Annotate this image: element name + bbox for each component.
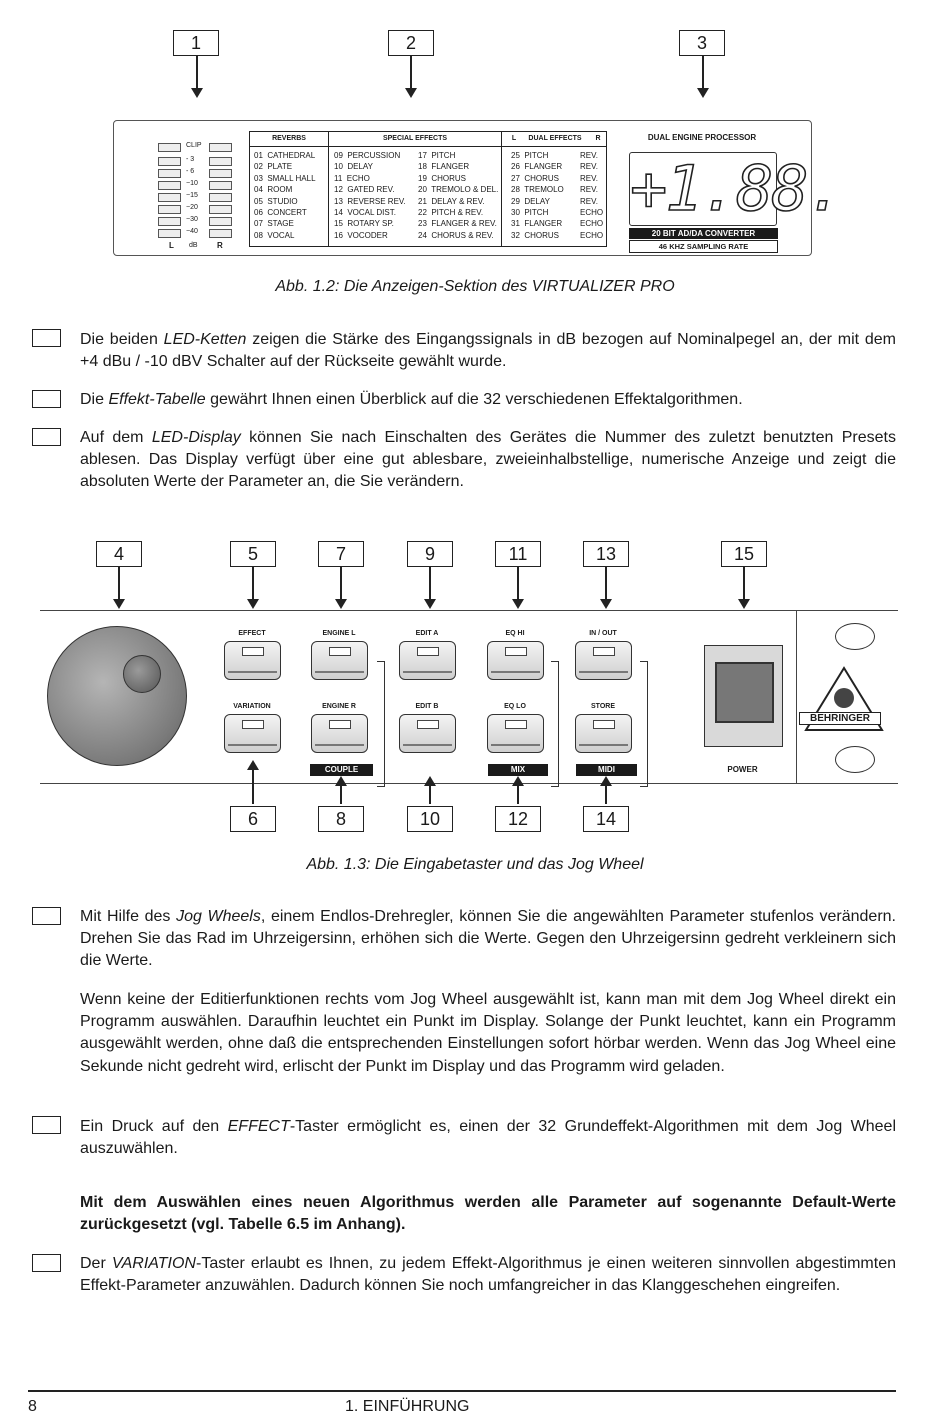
jog-wheel[interactable] [47, 626, 187, 766]
display-value: +1.88. [630, 152, 842, 225]
annotation-box [32, 1254, 61, 1272]
bracket-engine [377, 661, 385, 787]
callout-9: 9 [407, 541, 453, 567]
led-meter-right-segment [209, 205, 232, 214]
variation-button-label: VARIATION [233, 703, 271, 710]
arrow-2 [410, 56, 412, 96]
callout-2: 2 [388, 30, 434, 56]
in-out-button-label: IN / OUT [589, 630, 617, 637]
edit-b-button[interactable] [399, 714, 456, 753]
button-led [417, 647, 439, 656]
chapter-title: 1. EINFÜHRUNG [345, 1398, 470, 1415]
callout-6: 6 [230, 806, 276, 832]
engine-l-button-label: ENGINE L [322, 630, 356, 637]
callout-arrow [517, 567, 519, 607]
arrow-1 [196, 56, 198, 96]
jog-wheel-grip [123, 655, 161, 693]
rack-hole-bottom [835, 746, 875, 773]
callout-arrow [340, 778, 342, 804]
annotation-box [32, 428, 61, 446]
eq-hi-button[interactable] [487, 641, 544, 680]
paragraph-effect-button: Ein Druck auf den EFFECT-Taster ermöglicht es, einen der 32 Grundeffekt-Algorithmen mit dem Jog Wheel auszuwählen. [80, 1118, 897, 1158]
meter-level-label: −30 [186, 216, 198, 223]
mix-label: MIX [488, 764, 548, 776]
rack-ear [796, 611, 899, 783]
paragraph-led-display: Auf dem LED-Display können Sie nach Einschalten des Gerätes die Nummer des zuletzt benutzten Presets ablesen. Das Display verfügt über eine gut ablesbare, zweieinhalbstellige, numerische Anzeige und zeigt die absoluten Werte der Parameter an, die Sie verändern. [80, 429, 897, 491]
eq-hi-button-label: EQ HI [505, 630, 525, 637]
midi-label: MIDI [576, 764, 637, 776]
store-button-label: STORE [591, 703, 615, 710]
led-meter-right-segment [209, 193, 232, 202]
led-meter-left-segment [158, 181, 181, 190]
annotation-box [32, 1116, 61, 1134]
callout-13: 13 [583, 541, 629, 567]
meter-level-label: - 6 [186, 168, 195, 175]
meter-level-label: - 3 [186, 156, 195, 163]
header-dual-effects: DUAL EFFECTS [520, 132, 590, 147]
led-meter-left-segment [158, 169, 181, 178]
paragraph-jog-wheel: Mit Hilfe des Jog Wheels, einem Endlos-Drehregler, können Sie die angewählten Parameter stufenlos verändern. Drehen Sie das Rad im Uhrzeigersinn, erhöhen sich die Werte. Gegen den Uhrzeigersinn gedreht verkleinern sich die Werte. [80, 908, 897, 970]
button-led [593, 720, 615, 729]
edit-b-button-label: EDIT B [415, 703, 439, 710]
power-label: POWER [727, 765, 758, 774]
header-dual-r: R [590, 132, 606, 147]
led-meter-left-segment [158, 193, 181, 202]
rack-hole-top [835, 623, 875, 650]
in-out-button[interactable] [575, 641, 632, 680]
header-dual-l: L [508, 132, 520, 147]
display-section-panel [113, 120, 842, 256]
callout-arrow [429, 567, 431, 607]
front-panel [40, 610, 898, 784]
arrow-3 [702, 56, 704, 96]
header-reverbs: REVERBS [250, 132, 329, 147]
paragraph-program-select: Wenn keine der Editierfunktionen rechts vom Jog Wheel ausgewählt ist, kann man mit dem Jog Wheel direkt ein Programm auswählen. Daraufhin leuchtet ein Punkt im Display. Solange der Punkt leuchtet, kann ein Programm ausgewählt werden, ohne daß die entsprechenden Einstellungen sofort hörbar werden. Wenn das Jog Wheel eine Sekunde nicht gedreht wird, erlischt der Punkt im Display und das Programm wird geladen. [80, 991, 896, 1075]
callout-arrow [429, 778, 431, 804]
annotation-box [32, 907, 61, 925]
led-meter-left-segment [158, 217, 181, 226]
meter-level-label: −10 [186, 180, 198, 187]
paragraph-led-chains: Die beiden LED-Ketten zeigen die Stärke des Eingangssignals in dB bezogen auf Nominalpegel an, der mit dem +4 dBu / -10 dBV Schalter auf der Rückseite gewählt wurde. [80, 331, 897, 371]
callout-14: 14 [583, 806, 629, 832]
meter-label-db: dB [189, 242, 198, 249]
callout-arrow [118, 567, 120, 607]
effect-button[interactable] [224, 641, 281, 680]
callout-4: 4 [96, 541, 142, 567]
button-led [329, 647, 351, 656]
store-button[interactable] [575, 714, 632, 753]
button-led [593, 647, 615, 656]
callout-5: 5 [230, 541, 276, 567]
meter-level-label: −20 [186, 204, 198, 211]
led-meter-right-segment [209, 181, 232, 190]
power-button[interactable] [704, 645, 783, 747]
callout-arrow [605, 778, 607, 804]
callout-12: 12 [495, 806, 541, 832]
callout-arrow [252, 567, 254, 607]
effect-button-label: EFFECT [238, 630, 266, 637]
led-meter-left-segment [158, 143, 181, 152]
led-display [629, 152, 842, 226]
button-led [505, 720, 527, 729]
effect-column-dual: 25 PITCH 26 FLANGER 27 CHORUS 28 TREMOLO 29 DELAY 30 PITCH 31 FLANGER 32 CHORUS [511, 151, 564, 240]
edit-a-button[interactable] [399, 641, 456, 680]
footer-rule [28, 1390, 896, 1392]
callout-8: 8 [318, 806, 364, 832]
annotation-box [32, 329, 61, 347]
bracket-eq [551, 661, 559, 787]
meter-level-label: CLIP [186, 142, 202, 149]
button-led [505, 647, 527, 656]
processor-title: DUAL ENGINE PROCESSOR [647, 133, 757, 142]
callout-arrow [605, 567, 607, 607]
brand-name: BEHRINGER [799, 712, 881, 725]
button-led [242, 720, 264, 729]
paragraph-variation-button: Der VARIATION-Taster erlaubt es Ihnen, zu jedem Effekt-Algorithmus je einen weiteren sinnvollen abgestimmten Effekt-Parameter anzuwählen. Dadurch können Sie noch umfangreicher in das Klanggeschehen eingreifen. [80, 1255, 896, 1295]
callout-3: 3 [679, 30, 725, 56]
paragraph-default-warning: Mit dem Auswählen eines neuen Algorithmus werden alle Parameter auf sogenannte Default-Werte zurückgesetzt (vgl. Tabelle 6.5 im Anhang). [80, 1194, 896, 1234]
callout-arrow [743, 567, 745, 607]
button-led [242, 647, 264, 656]
bracket-io [640, 661, 648, 787]
edit-a-button-label: EDIT A [415, 630, 439, 637]
meter-label-l: L [169, 241, 174, 250]
figure-caption-1-2: Abb. 1.2: Die Anzeigen-Sektion des VIRTUALIZER PRO [275, 278, 675, 295]
callout-arrow [517, 778, 519, 804]
effect-column-dual-right: REV. REV. REV. REV. REV. ECHO ECHO ECHO [580, 151, 604, 240]
led-meter-left-segment [158, 229, 181, 238]
effect-column-reverbs: 01 CATHEDRAL 02 PLATE 03 SMALL HALL 04 ROOM 05 STUDIO 06 CONCERT 07 STAGE 08 VOCAL [254, 151, 316, 240]
led-meter-right-segment [209, 157, 232, 166]
meter-label-r: R [217, 241, 223, 250]
button-led [417, 720, 439, 729]
engine-l-button[interactable] [311, 641, 368, 680]
led-meter-right-segment [209, 217, 232, 226]
couple-label: COUPLE [310, 764, 373, 776]
sampling-rate-label: 46 KHZ SAMPLING RATE [629, 240, 778, 253]
meter-level-label: −15 [186, 192, 198, 199]
led-meter-left-segment [158, 157, 181, 166]
header-special-effects: SPECIAL EFFECTS [329, 132, 502, 147]
eq-lo-button[interactable] [487, 714, 544, 753]
callout-15: 15 [721, 541, 767, 567]
effect-column-special-2: 17 PITCH 18 FLANGER 19 CHORUS 20 TREMOLO & DEL. 21 DELAY & REV. 22 PITCH & REV. 23 FLANGER & REV. 24 CHORUS & REV. [418, 151, 499, 240]
engine-r-button[interactable] [311, 714, 368, 753]
led-meter-right-segment [209, 169, 232, 178]
led-meter-right-segment [209, 143, 232, 152]
button-led [329, 720, 351, 729]
callout-arrow [340, 567, 342, 607]
led-meter-left-segment [158, 205, 181, 214]
effect-table [249, 131, 607, 247]
callout-arrow [252, 762, 254, 804]
figure-caption-1-3: Abb. 1.3: Die Eingabetaster und das Jog Wheel [306, 856, 644, 873]
page-number: 8 [28, 1398, 37, 1415]
converter-label: 20 BIT AD/DA CONVERTER [629, 228, 778, 239]
callout-11: 11 [495, 541, 541, 567]
led-meter-right-segment [209, 229, 232, 238]
callout-10: 10 [407, 806, 453, 832]
variation-button[interactable] [224, 714, 281, 753]
paragraph-effect-table: Die Effekt-Tabelle gewährt Ihnen einen Überblick auf die 32 verschiedenen Effektalgorithmen. [80, 391, 743, 408]
engine-r-button-label: ENGINE R [322, 703, 356, 710]
eq-lo-button-label: EQ LO [504, 703, 526, 710]
effect-column-special-1: 09 PERCUSSION 10 DELAY 11 ECHO 12 GATED REV. 13 REVERSE REV. 14 VOCAL DIST. 15 ROTARY SP. 16 VOCODER [334, 151, 406, 240]
annotation-box [32, 390, 61, 408]
meter-level-label: −40 [186, 228, 198, 235]
callout-7: 7 [318, 541, 364, 567]
callout-1: 1 [173, 30, 219, 56]
